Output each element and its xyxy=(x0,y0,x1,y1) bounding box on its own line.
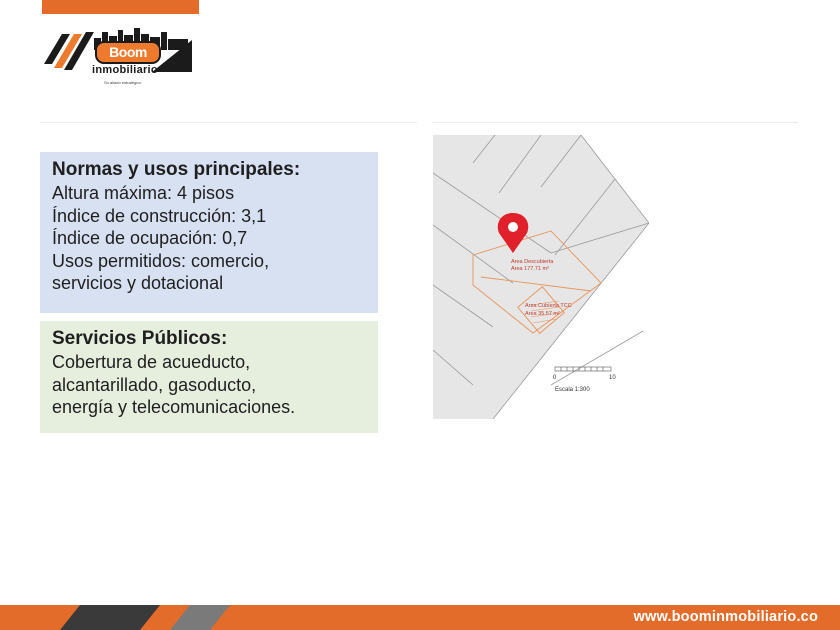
logo-slogan: Su aliado estratégico xyxy=(104,80,142,85)
normas-line: Índice de construcción: 3,1 xyxy=(52,205,267,226)
normas-line: Usos permitidos: comercio, xyxy=(52,250,270,271)
footer-stripes xyxy=(0,605,260,630)
servicios-line: Cobertura de acueducto, xyxy=(52,352,251,372)
lot-plan-map xyxy=(433,135,649,419)
website-link[interactable]: www.boominmobiliario.co xyxy=(633,609,818,625)
area-descubierta-label: Area Descubierta xyxy=(511,259,554,265)
divider-left xyxy=(40,122,417,123)
normas-heading: Normas y usos principales: xyxy=(52,159,301,180)
normas-box xyxy=(40,152,378,313)
logo-wordmark: Boom xyxy=(95,41,161,64)
servicios-box xyxy=(40,321,378,433)
area-cubierta-label: Area Cubierta TCC xyxy=(525,303,572,309)
divider-right xyxy=(432,122,798,123)
normas-line: Índice de ocupación: 0,7 xyxy=(52,228,248,248)
logo-subtitle: inmobiliario xyxy=(92,64,158,76)
scale-end-label: 10 xyxy=(609,375,616,381)
servicios-line: energía y telecomunicaciones. xyxy=(52,397,296,417)
area-cubierta-value: Area 35.57 m² xyxy=(525,311,560,317)
area-descubierta-value: Area 177.71 m² xyxy=(511,266,549,272)
scale-start-label: 0 xyxy=(553,375,557,381)
scale-label: Escala 1:300 xyxy=(555,387,590,393)
servicios-heading: Servicios Públicos: xyxy=(52,328,228,349)
company-logo xyxy=(42,24,194,90)
normas-line: servicios y dotacional xyxy=(52,273,224,293)
lot-plan-drawing xyxy=(433,135,649,419)
servicios-line: alcantarillado, gasoducto, xyxy=(52,374,257,395)
footer-bar xyxy=(0,605,840,630)
normas-line: Altura máxima: 4 pisos xyxy=(52,183,235,203)
top-accent-bar xyxy=(42,0,199,14)
